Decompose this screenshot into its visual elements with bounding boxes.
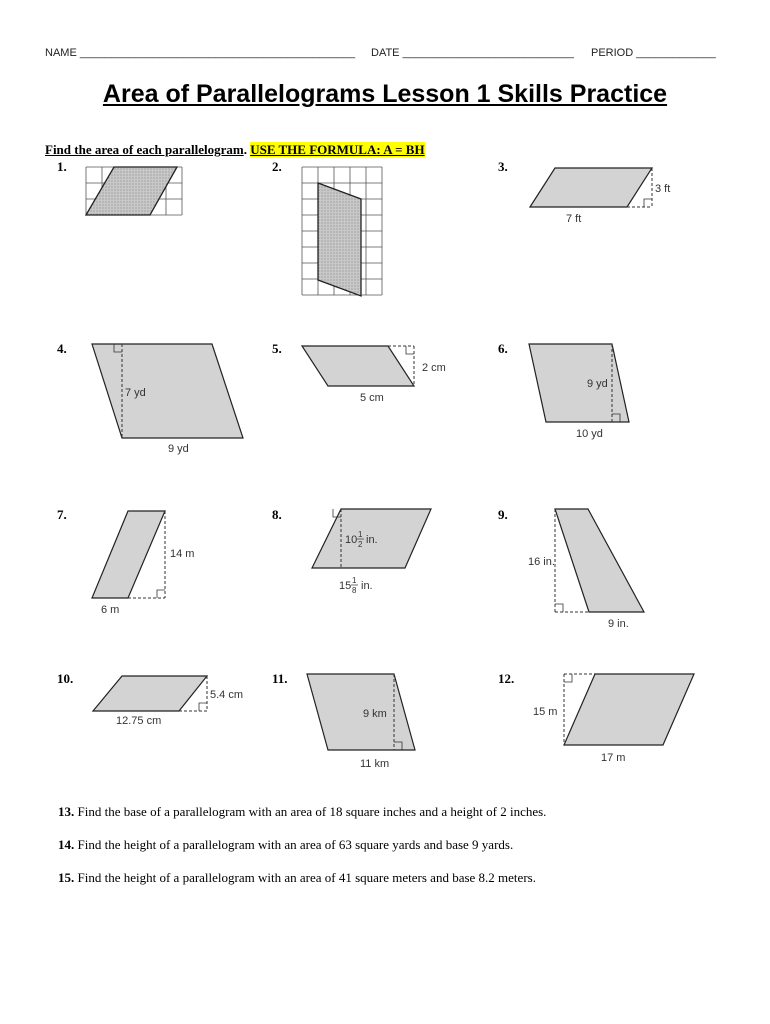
problem-2-parallelogram	[318, 183, 361, 296]
problem-6-height-label: 9 yd	[587, 378, 608, 390]
problem-3-base-label: 7 ft	[566, 213, 582, 225]
problem-7-base-label: 6 m	[101, 604, 120, 616]
formula-highlight: USE THE FORMULA: A = BH	[250, 142, 425, 157]
problem-8-figure	[312, 509, 431, 595]
problem-9-base-label: 9 in.	[608, 618, 629, 630]
problem-1-figure	[86, 167, 182, 215]
problem-8-base-label	[339, 576, 373, 595]
period-field-label: PERIOD _____________	[591, 47, 716, 59]
problem-11-figure	[307, 674, 415, 770]
svg-text:15: 15	[339, 580, 352, 592]
word-problem-13-text: Find the base of a parallelogram with an area of 18 square inches and a height of 2 inches.	[77, 804, 547, 819]
problem-11-base-label: 11 km	[360, 758, 390, 770]
word-problem-15-text: Find the height of a parallelogram with an area of 41 square meters and base 8.2 meters.	[77, 870, 536, 885]
word-problem-14-text: Find the height of a parallelogram with an area of 63 square yards and base 9 yards.	[77, 837, 514, 852]
problem-9-height-label: 16 in.	[528, 556, 555, 568]
problem-12-figure	[533, 674, 694, 764]
problem-10-base-label: 12.75 cm	[116, 715, 162, 727]
problem-5-figure	[302, 346, 446, 404]
problem-5-height-label: 2 cm	[422, 362, 446, 374]
problem-6-figure	[529, 344, 629, 440]
problem-12-number: 12.	[498, 671, 515, 686]
problem-11-number: 11.	[272, 671, 288, 686]
page-title: Area of Parallelograms Lesson 1 Skills Practice	[102, 80, 668, 108]
svg-text:in.: in.	[366, 534, 378, 546]
problem-9-figure	[528, 509, 644, 630]
problem-3-height-label: 3 ft	[655, 183, 671, 195]
problem-4-number: 4.	[57, 341, 67, 356]
word-problem-14	[58, 837, 513, 853]
svg-text:8: 8	[352, 586, 357, 595]
name-field-label: NAME _____________________________________________	[45, 47, 356, 59]
svg-text:1: 1	[358, 530, 363, 539]
problem-3-number: 3.	[498, 159, 508, 174]
instructions: Find the area of each parallelogram. USE THE FORMULA: A = BH	[45, 142, 425, 157]
svg-text:2: 2	[358, 540, 363, 549]
svg-text:10: 10	[345, 534, 358, 546]
problem-1-number: 1.	[57, 159, 67, 174]
problem-7-number: 7.	[57, 507, 67, 522]
date-field-label: DATE ____________________________	[371, 47, 574, 59]
word-problem-13-number: 13.	[58, 804, 75, 819]
problem-5-base-label: 5 cm	[360, 392, 384, 404]
problem-4-figure	[92, 344, 243, 455]
svg-text:in.: in.	[361, 580, 373, 592]
word-problem-15-number: 15.	[58, 870, 75, 885]
word-problem-14-number: 14.	[58, 837, 75, 852]
word-problem-15	[58, 870, 536, 886]
problem-2-figure	[302, 167, 382, 296]
problem-11-height-label: 9 km	[363, 708, 387, 720]
problem-4-height-label: 7 yd	[125, 387, 146, 399]
problem-3-figure	[530, 168, 670, 225]
problem-8-number: 8.	[272, 507, 282, 522]
problem-10-figure	[93, 676, 243, 727]
problem-12-height-label: 15 m	[533, 706, 558, 718]
svg-text:1: 1	[352, 576, 357, 585]
problem-6-base-label: 10 yd	[576, 428, 603, 440]
problem-4-base-label: 9 yd	[168, 443, 189, 455]
problem-2-number: 2.	[272, 159, 282, 174]
word-problem-13	[58, 804, 546, 820]
problem-10-number: 10.	[57, 671, 74, 686]
problem-6-number: 6.	[498, 341, 508, 356]
problem-1-parallelogram	[86, 167, 177, 215]
problem-5-number: 5.	[272, 341, 282, 356]
problem-12-base-label: 17 m	[601, 752, 626, 764]
problem-10-height-label: 5.4 cm	[210, 689, 244, 701]
problem-9-number: 9.	[498, 507, 508, 522]
instructions-text: Find the area of each parallelogram	[45, 142, 244, 157]
problem-7-height-label: 14 m	[170, 548, 195, 560]
problem-7-figure	[92, 511, 194, 616]
